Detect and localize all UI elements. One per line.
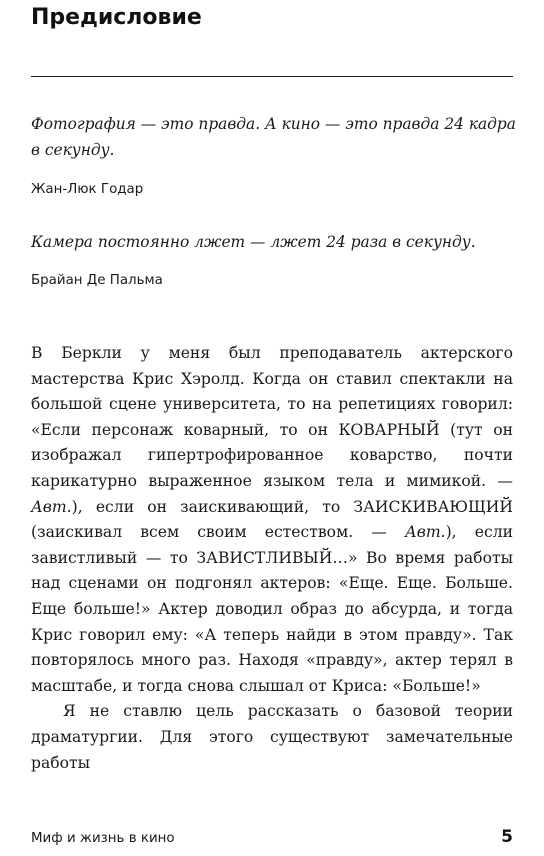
epigraph-author: Брайан Де Пальма [31,273,163,288]
body-text [31,341,513,776]
page-number: 5 [501,827,513,847]
body-paragraph: Я не ставлю цель рассказать о базовой теории драматургии. Для этого существуют замечательные работы [31,702,513,772]
epigraph-author: Жан-Люк Годар [31,182,144,197]
epigraph-quote: Камера постоянно лжет — лжет 24 раза в секунду. [31,233,476,251]
running-footer-title: Миф и жизнь в кино [31,831,175,846]
epigraph-quote: Фотография — это правда. А кино — это правда 24 кадра в секунду. [31,115,516,159]
page-title: Предисловие [31,5,202,30]
title-divider [31,76,513,77]
body-paragraph: В Беркли у меня был преподаватель актерского мастерства Крис Хэролд. Когда он ставил спектакли на большой сцене университета, то на репетициях говорил: «Если персонаж коварный, то он КОВАРНЫЙ (тут он изображал гипертрофированное коварство, почти карикатурно выраженное языком тела и мимикой. — Авт.), если он заискивающий, то ЗАИСКИВАЮЩИЙ (заискивал всем своим естеством. — Авт.), если завистливый — то ЗАВИСТЛИВЫЙ…» Во время работы над сценами он подгонял актеров: «Еще. Еще. Больше. Еще больше!» Актер доводил образ до абсурда, и тогда Крис говорил ему: «А теперь найди в этом правду». Так повторялось много раз. Находя «правду», актер терял в масштабе, и тогда снова слышал от Криса: «Больше!» [31,344,513,695]
